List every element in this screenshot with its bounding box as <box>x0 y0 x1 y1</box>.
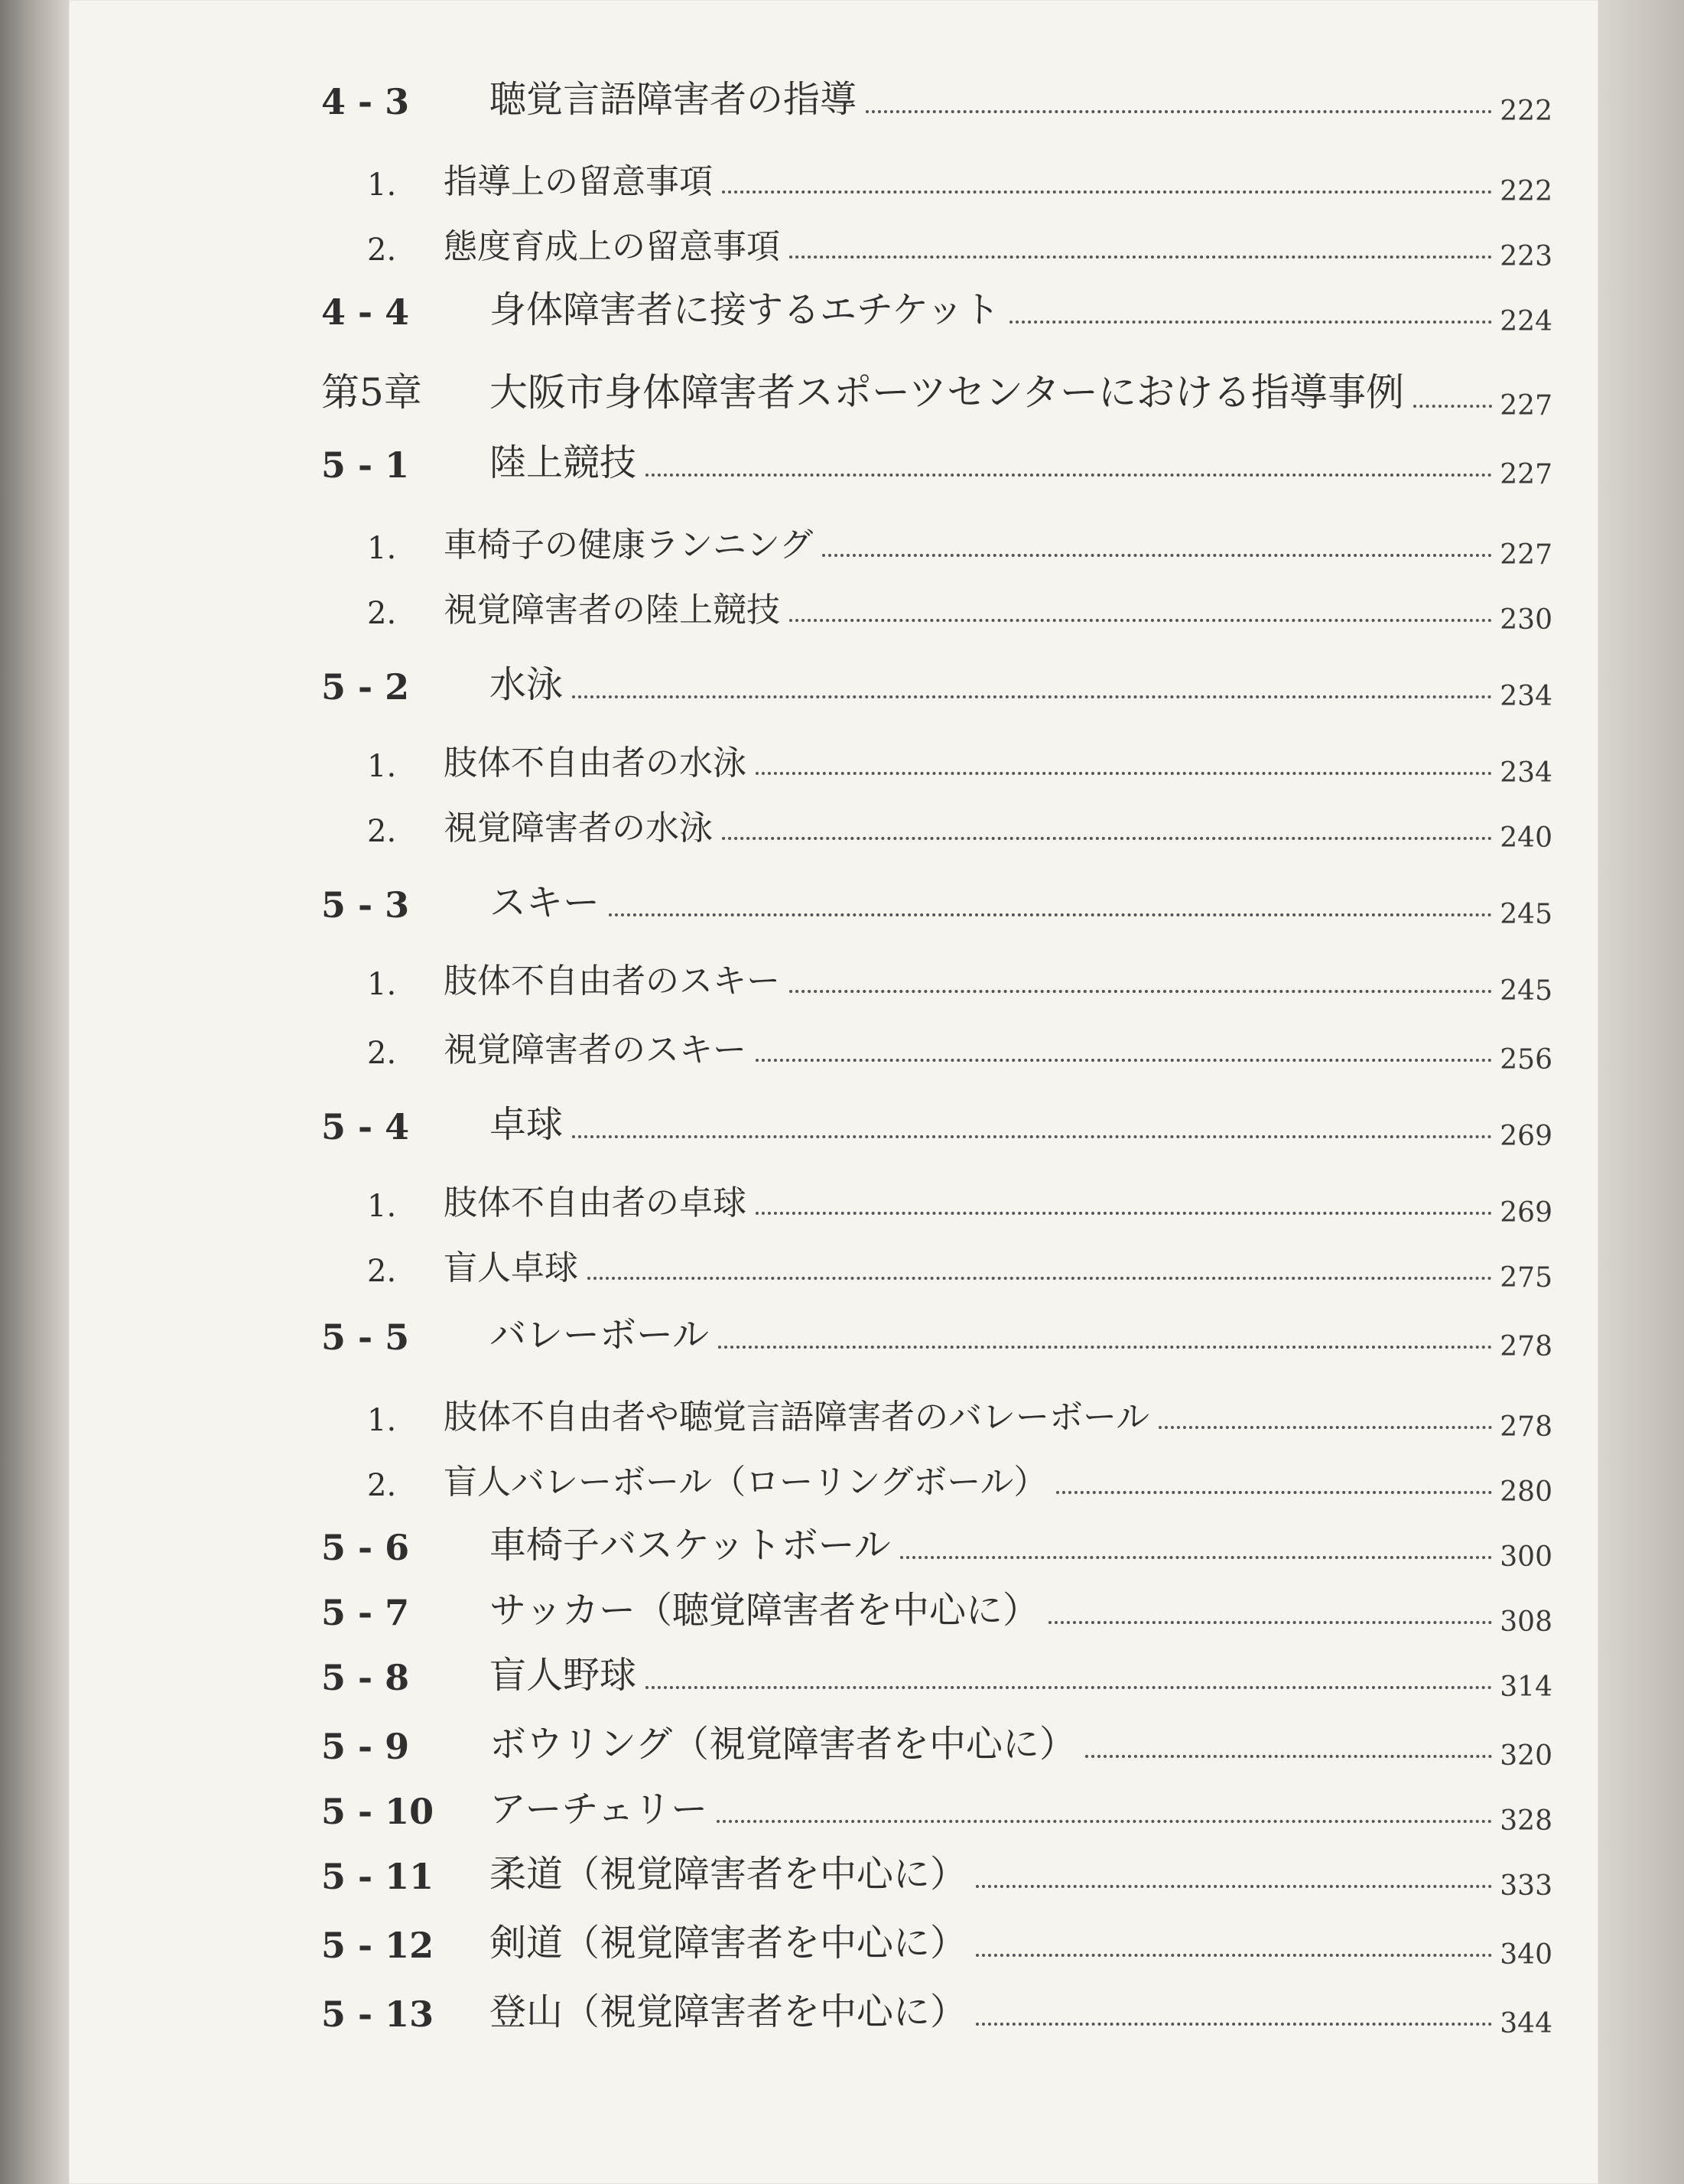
toc-page-number: 314 <box>1500 1671 1552 1703</box>
toc-title: 肢体不自由者の卓球 <box>444 1183 746 1222</box>
toc-row <box>321 1499 1552 1573</box>
toc-number: 5 - 9 <box>321 1726 410 1767</box>
toc-number: 5 - 4 <box>321 1106 410 1147</box>
toc-number: 5 - 7 <box>321 1592 410 1633</box>
toc-page-number: 234 <box>1500 681 1552 712</box>
toc-row <box>321 497 1552 571</box>
toc-row <box>321 562 1552 636</box>
right-page-edge <box>1598 0 1684 2184</box>
toc-number: 2. <box>367 596 397 631</box>
toc-row <box>321 417 1552 490</box>
dot-leader <box>756 1212 1492 1215</box>
toc-title: 水泳 <box>489 663 564 706</box>
dot-leader <box>722 837 1492 840</box>
dot-leader <box>572 1135 1492 1138</box>
toc-page-number: 227 <box>1500 390 1552 422</box>
dot-leader <box>572 695 1492 698</box>
toc-page-number: 328 <box>1500 1805 1552 1837</box>
toc-number: 5 - 2 <box>321 666 410 708</box>
toc-number: 4 - 4 <box>321 291 410 333</box>
dot-leader <box>645 474 1492 477</box>
toc-page-number: 227 <box>1500 459 1552 490</box>
toc-number: 2. <box>367 1036 397 1071</box>
toc-row <box>321 348 1552 422</box>
toc-row <box>321 1369 1552 1443</box>
toc-row <box>321 1763 1552 1837</box>
dot-leader <box>609 913 1492 916</box>
toc-page-number: 278 <box>1500 1411 1552 1443</box>
toc-row <box>321 715 1552 789</box>
toc-title: 大阪市身体障害者スポーツセンターにおける指導事例 <box>489 370 1404 415</box>
toc-number: 5 - 12 <box>321 1925 434 1966</box>
toc-number: 2. <box>367 814 397 849</box>
toc-title: 登山（視覚障害者を中心に） <box>489 1990 967 2033</box>
toc-title: 盲人バレーボール（ローリングボール） <box>444 1463 1048 1502</box>
dot-leader <box>587 1277 1492 1280</box>
toc-page-number: 340 <box>1500 1939 1552 1971</box>
toc-title: 肢体不自由者のスキー <box>444 962 780 1001</box>
dot-leader <box>722 190 1492 194</box>
toc-title: 肢体不自由者の水泳 <box>444 744 746 783</box>
toc-number: 第5章 <box>321 370 422 415</box>
toc-number: 5 - 6 <box>321 1527 410 1568</box>
toc-page-number: 245 <box>1500 899 1552 930</box>
toc-page-number: 333 <box>1500 1870 1552 1902</box>
toc-title: 視覚障害者の水泳 <box>444 809 713 848</box>
toc-title: 盲人卓球 <box>444 1248 578 1287</box>
toc-title: 陸上競技 <box>489 441 637 484</box>
dot-leader <box>900 1556 1493 1559</box>
toc-title: 聴覚言語障害者の指導 <box>489 78 857 121</box>
toc-row <box>321 1434 1552 1508</box>
toc-page-number: 227 <box>1500 539 1552 571</box>
toc-title: 指導上の留意事項 <box>444 162 713 201</box>
toc-row <box>321 639 1552 712</box>
toc-title: 肢体不自由者や聴覚言語障害者のバレーボール <box>444 1398 1150 1437</box>
dot-leader <box>1048 1621 1492 1624</box>
toc-row <box>321 54 1552 127</box>
dot-leader <box>822 554 1492 557</box>
toc-page-number: 222 <box>1500 176 1552 207</box>
toc-page-number: 344 <box>1500 2008 1552 2039</box>
toc-row <box>321 264 1552 337</box>
dot-leader <box>1413 405 1492 408</box>
dot-leader <box>1085 1755 1492 1758</box>
toc-page-number: 320 <box>1500 1740 1552 1772</box>
toc-row <box>321 780 1552 854</box>
toc-number: 5 - 10 <box>321 1791 434 1832</box>
toc-page-number: 224 <box>1500 306 1552 337</box>
toc-page-number: 234 <box>1500 757 1552 789</box>
toc-title: 車椅子バスケットボール <box>489 1524 891 1567</box>
toc-title: 視覚障害者のスキー <box>444 1030 746 1069</box>
toc-number: 5 - 11 <box>321 1856 434 1897</box>
dot-leader <box>1159 1426 1492 1429</box>
toc-page-number: 300 <box>1500 1541 1552 1573</box>
toc-number: 5 - 3 <box>321 884 410 926</box>
toc-row <box>321 134 1552 207</box>
toc-page-number: 245 <box>1500 975 1552 1007</box>
dot-leader <box>756 772 1492 775</box>
dot-leader <box>756 1059 1492 1062</box>
toc-page-number: 269 <box>1500 1197 1552 1229</box>
toc-title: 剣道（視覚障害者を中心に） <box>489 1922 967 1964</box>
toc-page-number: 269 <box>1500 1121 1552 1152</box>
toc-title: 卓球 <box>489 1103 564 1146</box>
toc-number: 1. <box>367 531 397 566</box>
toc-row <box>321 1155 1552 1229</box>
toc-row <box>321 199 1552 272</box>
toc-page-number: 278 <box>1500 1331 1552 1362</box>
toc-title: ボウリング（視覚障害者を中心に） <box>489 1723 1077 1766</box>
toc-title: サッカー（聴覚障害者を中心に） <box>489 1589 1040 1632</box>
toc-row <box>321 1220 1552 1294</box>
toc-number: 5 - 13 <box>321 1994 434 2035</box>
toc-row <box>321 857 1552 930</box>
toc-number: 1. <box>367 168 397 203</box>
toc-page-number: 230 <box>1500 604 1552 636</box>
toc-page-number: 308 <box>1500 1606 1552 1638</box>
toc-row <box>321 1002 1552 1076</box>
toc-number: 1. <box>367 1403 397 1438</box>
dot-leader <box>1056 1491 1492 1494</box>
dot-leader <box>866 110 1492 113</box>
toc-number: 1. <box>367 749 397 784</box>
toc-page-number: 275 <box>1500 1262 1552 1294</box>
dot-leader <box>718 1346 1492 1349</box>
toc-row <box>321 1828 1552 1902</box>
dot-leader <box>717 1820 1492 1823</box>
toc-number: 1. <box>367 1189 397 1224</box>
dot-leader <box>976 2023 1492 2026</box>
toc-title: 盲人野球 <box>489 1654 637 1697</box>
toc-title: アーチェリー <box>489 1788 708 1831</box>
toc-row <box>321 1629 1552 1703</box>
toc-page-number: 223 <box>1500 241 1552 272</box>
dot-leader <box>976 1885 1492 1888</box>
toc-title: 身体障害者に接するエチケット <box>489 288 1000 331</box>
toc-page-number: 240 <box>1500 822 1552 854</box>
dot-leader <box>789 990 1492 993</box>
toc-number: 4 - 3 <box>321 81 410 122</box>
toc-page-number: 256 <box>1500 1044 1552 1076</box>
toc-page-number: 222 <box>1500 96 1552 127</box>
toc-row <box>321 1079 1552 1152</box>
toc-title: 車椅子の健康ランニング <box>444 526 814 565</box>
toc-number: 5 - 8 <box>321 1657 410 1698</box>
dot-leader <box>789 619 1492 622</box>
toc-row <box>321 1897 1552 1971</box>
table-of-contents <box>321 0 1552 2184</box>
toc-row <box>321 1966 1552 2039</box>
toc-page-number: 280 <box>1500 1476 1552 1508</box>
toc-title: バレーボール <box>489 1313 710 1356</box>
toc-title: スキー <box>489 881 600 924</box>
toc-title: 柔道（視覚障害者を中心に） <box>489 1853 967 1896</box>
dot-leader <box>1009 321 1493 324</box>
toc-number: 2. <box>367 1254 397 1289</box>
toc-number: 1. <box>367 967 397 1002</box>
dot-leader <box>789 256 1492 259</box>
toc-row <box>321 1564 1552 1638</box>
toc-number: 2. <box>367 233 397 268</box>
toc-row <box>321 1289 1552 1362</box>
dot-leader <box>645 1686 1492 1689</box>
toc-title: 態度育成上の留意事項 <box>444 227 780 266</box>
toc-number: 2. <box>367 1468 397 1503</box>
toc-number: 5 - 5 <box>321 1317 410 1358</box>
toc-title: 視覚障害者の陸上競技 <box>444 591 780 630</box>
toc-number: 5 - 1 <box>321 444 410 486</box>
toc-row <box>321 933 1552 1007</box>
dot-leader <box>976 1954 1492 1957</box>
toc-row <box>321 1698 1552 1772</box>
